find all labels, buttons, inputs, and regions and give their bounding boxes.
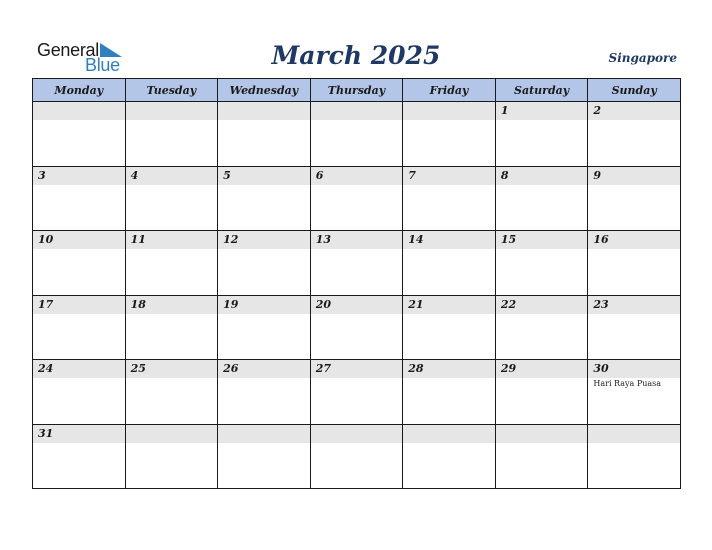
day-cell[interactable] — [588, 231, 681, 296]
day-cell[interactable] — [403, 295, 496, 360]
day-cell[interactable] — [310, 166, 403, 231]
day-cell[interactable] — [218, 360, 311, 425]
day-number: 9 — [588, 167, 680, 185]
day-number — [218, 102, 310, 120]
day-number: 13 — [311, 231, 403, 249]
day-number: 24 — [33, 360, 125, 378]
day-cell[interactable] — [125, 231, 218, 296]
day-cell[interactable] — [403, 102, 496, 167]
day-cell[interactable] — [495, 231, 588, 296]
day-number — [126, 102, 218, 120]
day-cell[interactable] — [33, 360, 126, 425]
day-number: 17 — [33, 296, 125, 314]
day-number: 11 — [126, 231, 218, 249]
day-number: 20 — [311, 296, 403, 314]
week-row — [33, 295, 681, 360]
day-cell[interactable] — [33, 424, 126, 489]
day-number: 25 — [126, 360, 218, 378]
day-cell[interactable] — [403, 424, 496, 489]
day-number: 27 — [311, 360, 403, 378]
holiday-label: Hari Raya Puasa — [593, 379, 662, 388]
day-number: 26 — [218, 360, 310, 378]
day-cell[interactable] — [125, 102, 218, 167]
week-row — [33, 424, 681, 489]
day-cell[interactable] — [125, 360, 218, 425]
day-number: 5 — [218, 167, 310, 185]
day-cell[interactable] — [218, 231, 311, 296]
day-cell[interactable] — [125, 424, 218, 489]
day-number: 6 — [311, 167, 403, 185]
week-row — [33, 360, 681, 425]
day-number: 14 — [403, 231, 495, 249]
day-number: 10 — [33, 231, 125, 249]
day-number — [126, 425, 218, 443]
day-number — [403, 425, 495, 443]
logo-text-general: General — [37, 40, 99, 60]
day-number: 31 — [33, 425, 125, 443]
day-number: 2 — [588, 102, 680, 120]
day-cell[interactable] — [33, 102, 126, 167]
month-calendar — [32, 78, 681, 489]
day-cell[interactable] — [310, 102, 403, 167]
day-number: 29 — [496, 360, 588, 378]
day-cell[interactable] — [588, 102, 681, 167]
day-number — [33, 102, 125, 120]
day-number: 1 — [496, 102, 588, 120]
week-row — [33, 166, 681, 231]
day-number: 23 — [588, 296, 680, 314]
day-cell[interactable] — [588, 295, 681, 360]
day-number — [311, 425, 403, 443]
day-number — [218, 425, 310, 443]
day-number: 7 — [403, 167, 495, 185]
weekday-header: Wednesday — [218, 79, 311, 102]
day-cell[interactable] — [33, 295, 126, 360]
day-cell[interactable] — [403, 360, 496, 425]
day-cell[interactable] — [588, 424, 681, 489]
day-number: 22 — [496, 296, 588, 314]
day-cell[interactable] — [218, 102, 311, 167]
day-cell[interactable] — [495, 166, 588, 231]
day-number: 4 — [126, 167, 218, 185]
day-cell[interactable] — [310, 424, 403, 489]
day-cell[interactable] — [495, 102, 588, 167]
weekday-header: Monday — [33, 79, 126, 102]
day-number: 30 — [588, 360, 680, 378]
page-title: March 2025 — [271, 41, 441, 70]
logo-text-blue: Blue — [85, 55, 120, 75]
day-cell[interactable] — [403, 231, 496, 296]
day-number: 3 — [33, 167, 125, 185]
day-cell[interactable] — [33, 231, 126, 296]
day-number: 21 — [403, 296, 495, 314]
day-cell[interactable] — [33, 166, 126, 231]
day-cell[interactable] — [218, 166, 311, 231]
day-number: 16 — [588, 231, 680, 249]
week-row — [33, 102, 681, 167]
day-cell[interactable] — [403, 166, 496, 231]
day-cell[interactable] — [310, 231, 403, 296]
day-number: 18 — [126, 296, 218, 314]
day-number — [311, 102, 403, 120]
weekday-header: Friday — [403, 79, 496, 102]
day-number — [403, 102, 495, 120]
weekday-header: Thursday — [310, 79, 403, 102]
weekday-header: Tuesday — [125, 79, 218, 102]
day-number: 8 — [496, 167, 588, 185]
day-number: 15 — [496, 231, 588, 249]
week-row — [33, 231, 681, 296]
day-cell[interactable] — [495, 360, 588, 425]
day-cell[interactable] — [218, 424, 311, 489]
day-cell[interactable] — [588, 166, 681, 231]
weekday-header-row — [33, 79, 681, 102]
day-cell[interactable] — [588, 360, 681, 425]
day-cell[interactable] — [310, 360, 403, 425]
country-label: Singapore — [608, 51, 677, 65]
day-number — [588, 425, 680, 443]
day-number — [496, 425, 588, 443]
day-number: 12 — [218, 231, 310, 249]
day-cell[interactable] — [495, 424, 588, 489]
day-cell[interactable] — [125, 295, 218, 360]
day-cell[interactable] — [218, 295, 311, 360]
day-cell[interactable] — [125, 166, 218, 231]
day-number: 19 — [218, 296, 310, 314]
weekday-header: Sunday — [588, 79, 681, 102]
day-number: 28 — [403, 360, 495, 378]
day-cell[interactable] — [495, 295, 588, 360]
weekday-header: Saturday — [495, 79, 588, 102]
day-cell[interactable] — [310, 295, 403, 360]
